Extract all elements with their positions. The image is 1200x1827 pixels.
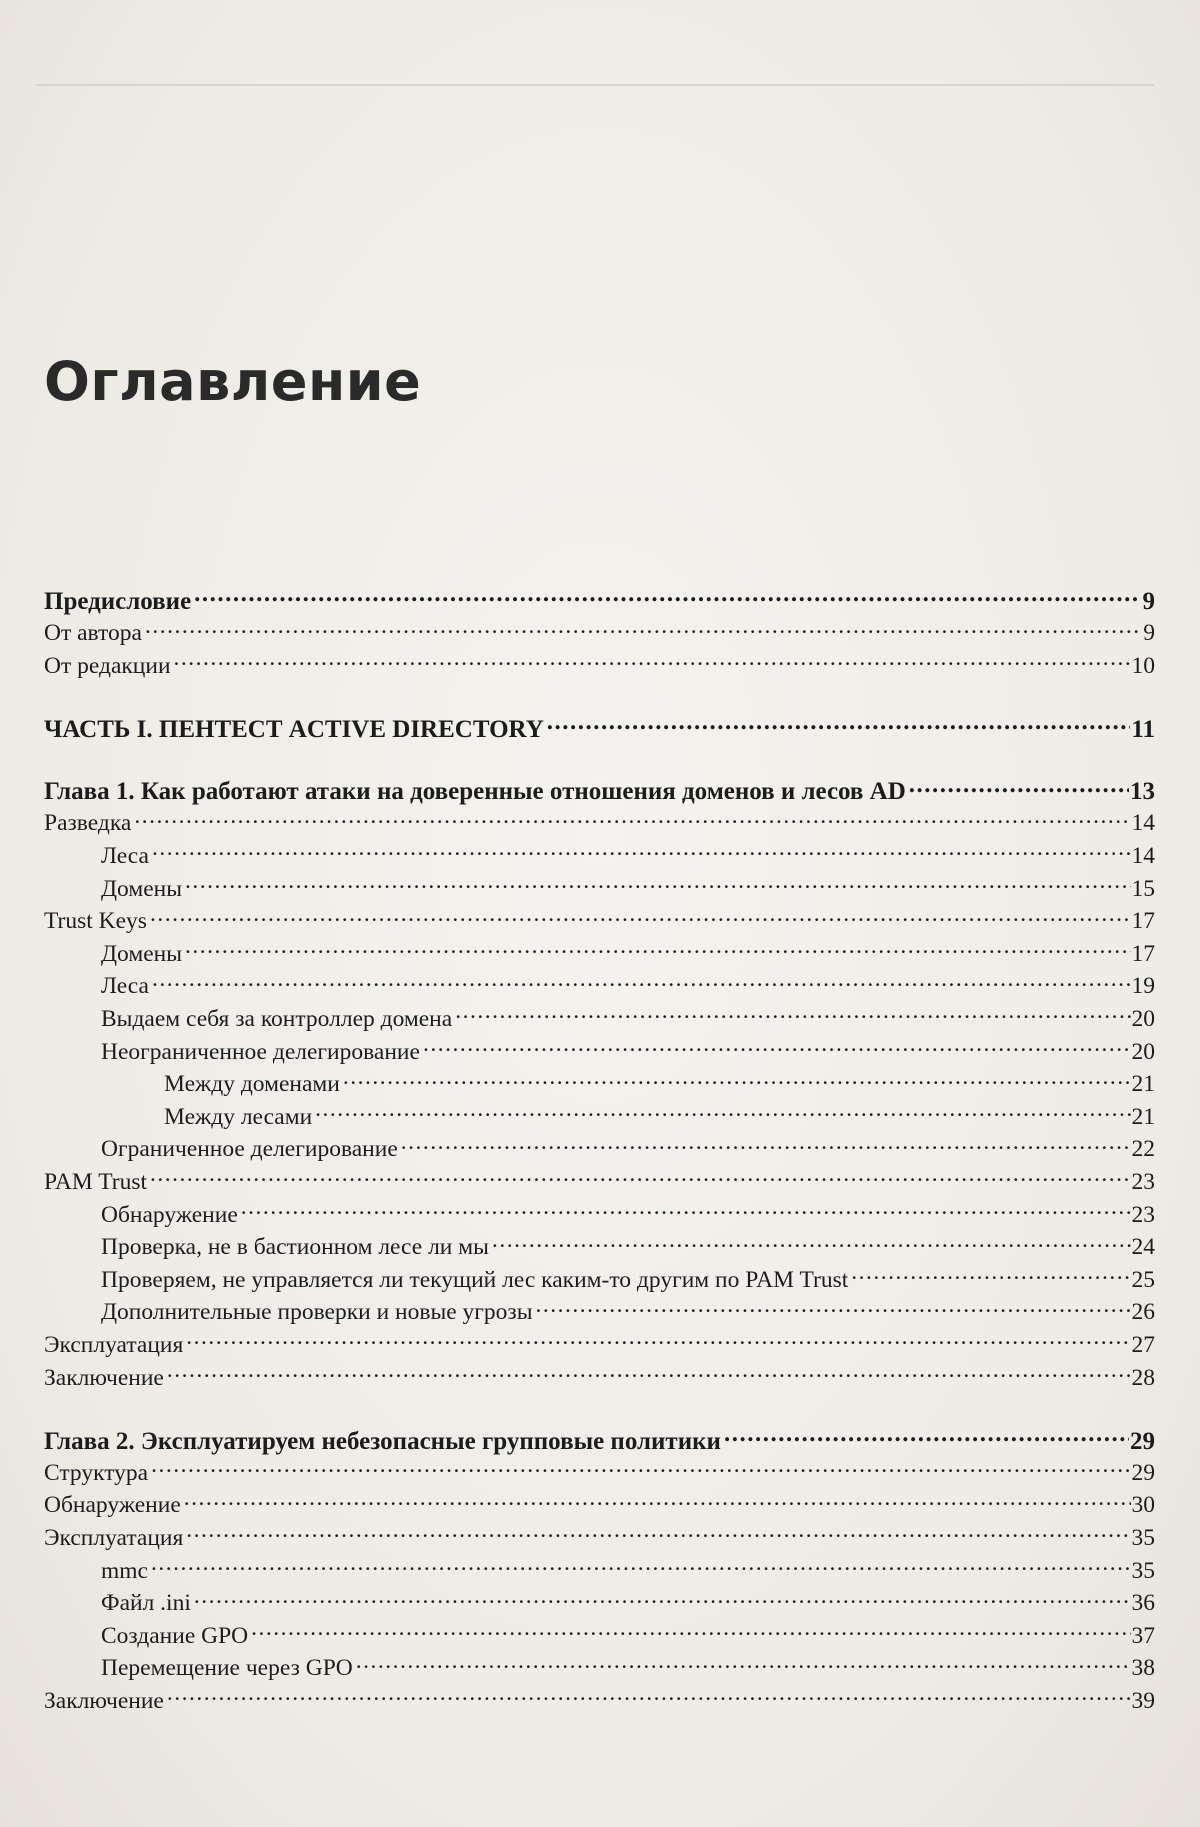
toc-entry-title: От редакции [44, 652, 171, 679]
toc-entry [44, 1003, 1155, 1036]
dot-leader [401, 1133, 1131, 1157]
toc-entry [44, 937, 1155, 970]
toc-entry-page-number: 17 [1131, 940, 1155, 967]
dot-leader [134, 807, 1130, 831]
toc-entry [44, 1619, 1155, 1652]
toc-entry-page-number: 15 [1131, 875, 1155, 902]
toc-entry [44, 584, 1155, 617]
dot-leader [174, 649, 1131, 673]
toc-entry [44, 1456, 1155, 1489]
toc-entry [44, 1328, 1155, 1361]
toc-entry-title: Проверяем, не управляется ли текущий лес каким-то другим по PAM Trust [101, 1266, 849, 1293]
toc-entry [44, 1652, 1155, 1685]
toc-entry [44, 1035, 1155, 1068]
toc-entry-page-number: 29 [1130, 1427, 1155, 1455]
dot-leader [150, 905, 1131, 929]
toc-entry-title: Глава 1. Как работают атаки на доверенные отношения доменов и лесов AD [44, 778, 906, 806]
toc-entry [44, 1133, 1155, 1166]
dot-leader [186, 1521, 1130, 1545]
dot-leader [194, 1587, 1131, 1611]
toc-entry-title: Создание GPO [101, 1622, 249, 1649]
toc-entry [44, 840, 1155, 873]
toc-entry-title: Глава 2. Эксплуатируем небезопасные групповые политики [44, 1427, 721, 1455]
toc-entry-title: Перемещение через GPO [101, 1655, 353, 1682]
toc-entry-title: Файл .ini [101, 1590, 191, 1617]
toc-entry-title: Проверка, не в бастионном лесе ли мы [101, 1234, 489, 1261]
toc-entry-page-number: 39 [1131, 1687, 1155, 1714]
toc-entry-title: Домены [101, 940, 182, 967]
dot-leader [186, 1328, 1130, 1352]
toc-entry-page-number: 25 [1131, 1266, 1155, 1293]
dot-leader [724, 1424, 1129, 1449]
toc-entry [44, 712, 1155, 745]
toc-entry-page-number: 11 [1131, 715, 1155, 743]
toc-entry [44, 1198, 1155, 1231]
toc-entry-title: Заключение [44, 1364, 164, 1391]
toc-entry [44, 774, 1155, 807]
page-title: Оглавление [44, 350, 422, 413]
dot-leader [455, 1003, 1130, 1027]
dot-leader [151, 1554, 1131, 1578]
toc-entry-title: От автора [44, 620, 142, 647]
toc-entry-page-number: 21 [1131, 1071, 1155, 1098]
dot-leader [356, 1652, 1131, 1676]
dot-leader [152, 970, 1131, 994]
toc-entry-page-number: 23 [1131, 1169, 1155, 1195]
dot-leader [909, 774, 1129, 799]
dot-leader [167, 1361, 1131, 1385]
toc-entry [44, 617, 1155, 650]
dot-leader [167, 1684, 1131, 1708]
toc-entry-title: Домены [101, 875, 182, 902]
toc-entry-title: Выдаем себя за контроллер домена [101, 1006, 453, 1033]
dot-leader [492, 1231, 1131, 1255]
dot-leader [547, 712, 1131, 737]
toc-entry-title: Дополнительные проверки и новые угрозы [101, 1299, 533, 1326]
toc-entry-page-number: 30 [1131, 1492, 1155, 1519]
toc-entry-title: Леса [101, 843, 149, 870]
toc-entry-title: Эксплуатация [44, 1331, 184, 1358]
dot-leader [315, 1100, 1130, 1124]
toc-entry-title: Между доменами [164, 1071, 340, 1098]
dot-leader [184, 1489, 1131, 1513]
toc-entry [44, 872, 1155, 905]
dot-leader [251, 1619, 1130, 1643]
toc-entry [44, 1361, 1155, 1394]
toc-entry-title: mmc [101, 1557, 148, 1584]
toc-entry-title: Trust Keys [44, 908, 147, 935]
toc-entry [44, 1166, 1155, 1199]
toc-entry-page-number: 26 [1131, 1299, 1155, 1326]
toc-entry [44, 1521, 1155, 1554]
toc-entry-title: ЧАСТЬ I. ПЕНТЕСТ ACTIVE DIRECTORY [44, 715, 544, 743]
toc-entry-title: Между лесами [164, 1103, 313, 1130]
toc-entry-title: Ограниченное делегирование [101, 1136, 398, 1163]
toc-entry-page-number: 29 [1131, 1459, 1155, 1486]
toc-entry-page-number: 35 [1131, 1524, 1155, 1551]
toc-entry-title: Леса [101, 973, 149, 1000]
dot-leader [194, 584, 1140, 609]
toc-entry-page-number: 38 [1131, 1655, 1155, 1682]
toc-entry [44, 807, 1155, 840]
toc-entry-page-number: 22 [1131, 1136, 1155, 1163]
toc-entry-page-number: 21 [1131, 1103, 1155, 1130]
toc-entry-title: Обнаружение [44, 1492, 181, 1519]
toc-entry [44, 1296, 1155, 1329]
toc-entry-title: Эксплуатация [44, 1524, 184, 1551]
toc-entry-page-number: 24 [1131, 1234, 1155, 1261]
toc-entry [44, 1231, 1155, 1264]
toc-entry-page-number: 17 [1131, 908, 1155, 935]
toc-entry-title: Разведка [44, 810, 132, 837]
toc-entry-page-number: 36 [1131, 1590, 1155, 1617]
dot-leader [241, 1198, 1131, 1222]
toc-entry [44, 905, 1155, 938]
toc-entry [44, 1489, 1155, 1522]
toc-entry-page-number: 19 [1131, 973, 1155, 1000]
dot-leader [343, 1068, 1131, 1092]
toc-entry [44, 1684, 1155, 1717]
toc-entry-page-number: 14 [1131, 843, 1155, 870]
toc-entry-page-number: 27 [1131, 1331, 1155, 1358]
toc-entry-title: Предисловие [44, 588, 192, 615]
toc-entry-page-number: 37 [1131, 1622, 1155, 1649]
toc-entry-page-number: 9 [1143, 620, 1155, 647]
toc-entry [44, 1554, 1155, 1587]
dot-leader [152, 840, 1131, 864]
toc-entry-title: Неограниченное делегирование [101, 1038, 420, 1065]
toc-entry-page-number: 28 [1131, 1364, 1155, 1391]
toc-entry-title: PAM Trust [44, 1169, 148, 1195]
toc-entry-page-number: 14 [1131, 810, 1155, 837]
dot-leader [851, 1263, 1130, 1287]
toc-entry-title: Заключение [44, 1687, 164, 1714]
toc-entry-page-number: 10 [1131, 652, 1155, 679]
table-of-contents [44, 584, 1155, 1717]
toc-entry [44, 649, 1155, 682]
toc-entry-page-number: 20 [1131, 1006, 1155, 1033]
dot-leader [185, 872, 1131, 896]
dot-leader [145, 617, 1140, 641]
header-rule [36, 84, 1154, 86]
toc-entry-page-number: 9 [1142, 588, 1155, 615]
toc-entry-title: Структура [44, 1459, 149, 1486]
toc-entry-page-number: 35 [1131, 1557, 1155, 1584]
toc-entry [44, 1100, 1155, 1133]
dot-leader [151, 1456, 1130, 1480]
toc-entry [44, 1424, 1155, 1457]
toc-entry-title: Обнаружение [101, 1201, 238, 1228]
dot-leader [536, 1296, 1131, 1320]
toc-entry [44, 1068, 1155, 1101]
toc-entry-page-number: 20 [1131, 1038, 1155, 1065]
toc-entry [44, 1587, 1155, 1620]
dot-leader [185, 937, 1131, 961]
toc-entry-page-number: 23 [1131, 1201, 1155, 1228]
dot-leader [423, 1035, 1131, 1059]
toc-entry [44, 970, 1155, 1003]
dot-leader [150, 1166, 1130, 1190]
toc-entry-page-number: 13 [1130, 778, 1155, 806]
toc-entry [44, 1263, 1155, 1296]
